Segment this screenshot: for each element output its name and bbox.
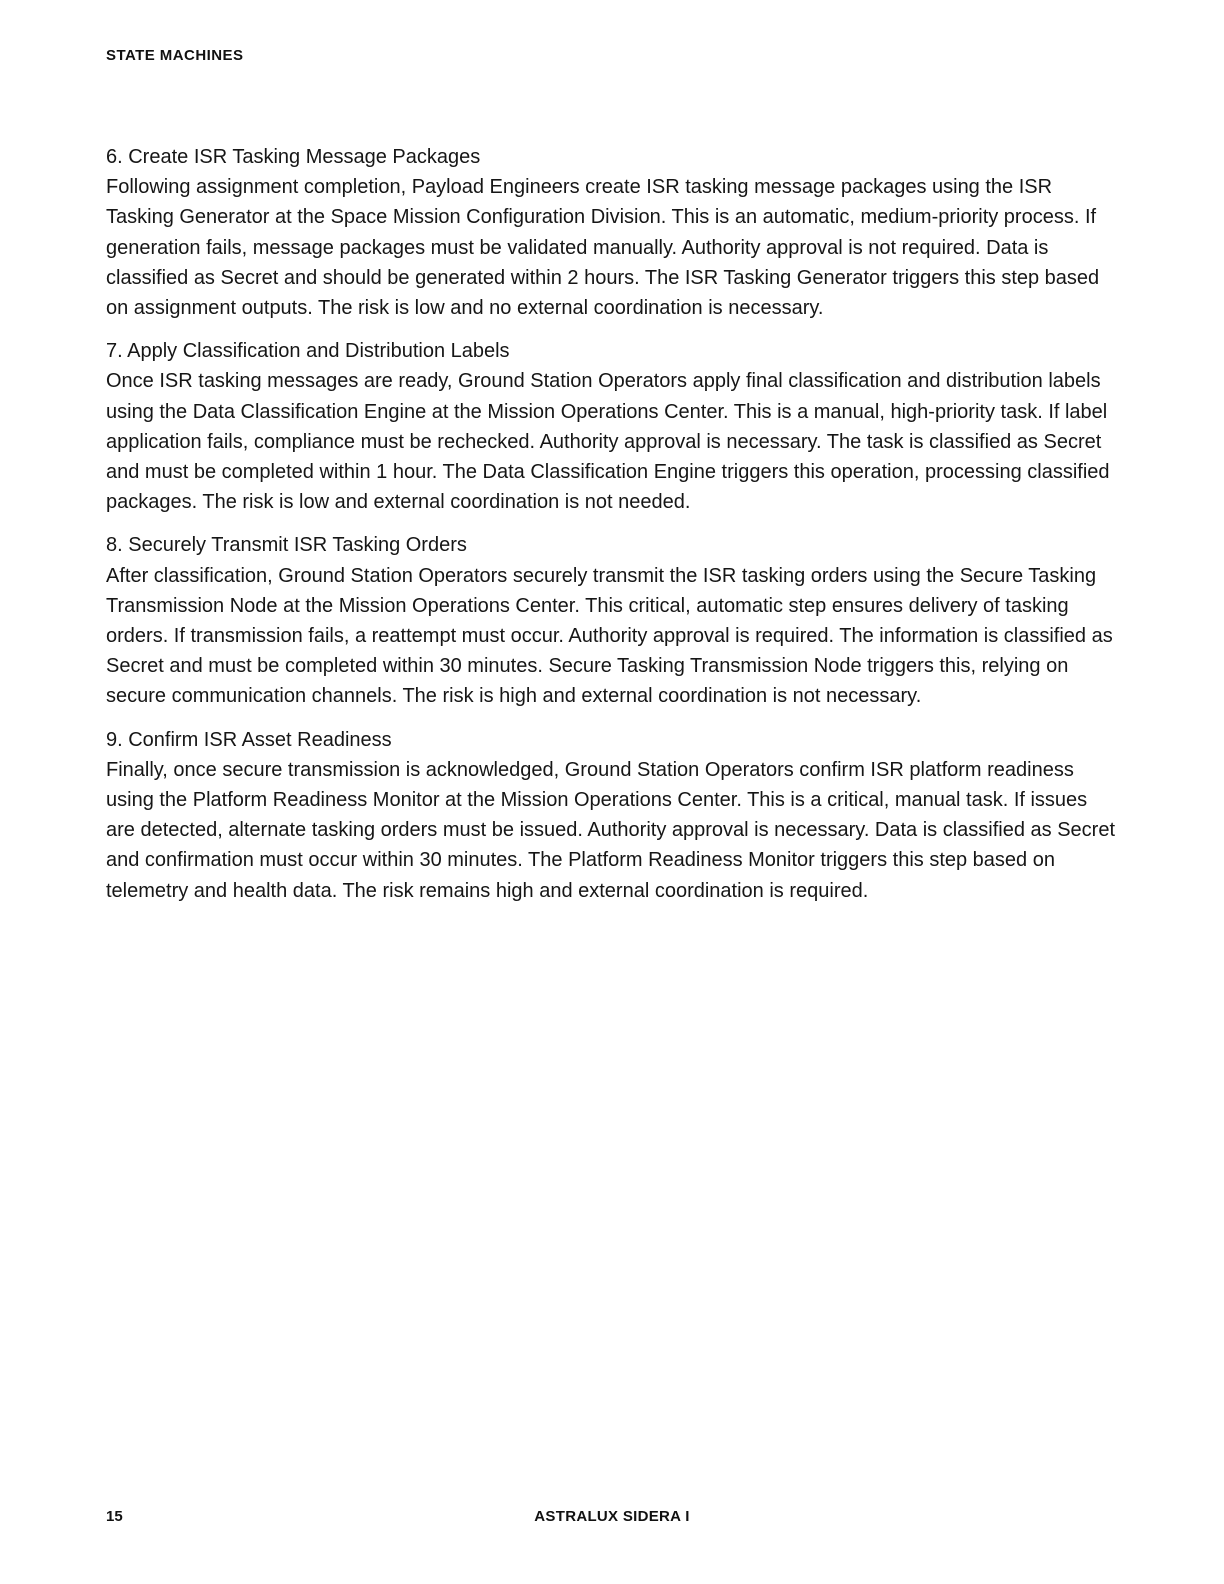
section-7-paragraph: Once ISR tasking messages are ready, Ground Station Operators apply final classification and distribution labels using the Data Classification Engine at the Mission Operations Center. This is a manual, high-priority task. If label application fails, compliance must be rechecked. Authority approval is necessary. The task is classified as Secret and must be completed within 1 hour. The Data Classification Engine triggers this operation, processing classified packages. The risk is low and external coordination is not needed. — [106, 370, 1110, 514]
section-6 — [106, 142, 1118, 323]
page-number: 15 — [106, 1508, 123, 1525]
section-7 — [106, 336, 1118, 517]
section-9-heading: 9. Confirm ISR Asset Readiness — [106, 728, 392, 751]
section-6-paragraph: Following assignment completion, Payload Engineers create ISR tasking message packages using the ISR Tasking Generator at the Space Mission Configuration Division. This is an automatic, medium-priority process. If generation fails, message packages must be validated manually. Authority approval is not required. Data is classified as Secret and should be generated within 2 hours. The ISR Tasking Generator triggers this step based on assignment outputs. The risk is low and no external coordination is necessary. — [106, 176, 1100, 320]
section-8-paragraph: After classification, Ground Station Operators securely transmit the ISR tasking orders using the Secure Tasking Transmission Node at the Mission Operations Center. This critical, automatic step ensures delivery of tasking orders. If transmission fails, a reattempt must occur. Authority approval is required. The information is classified as Secret and must be completed within 30 minutes. Secure Tasking Transmission Node triggers this, relying on secure communication channels. The risk is high and external coordination is not necessary. — [106, 564, 1113, 708]
section-6-heading: 6. Create ISR Tasking Message Packages — [106, 146, 481, 168]
document-body — [106, 142, 1118, 919]
document-title: ASTRALUX SIDERA I — [534, 1508, 690, 1525]
section-8-heading: 8. Securely Transmit ISR Tasking Orders — [106, 534, 467, 557]
section-8 — [106, 530, 1118, 711]
section-9 — [106, 725, 1118, 906]
page-footer — [0, 1508, 1224, 1532]
section-9-paragraph: Finally, once secure transmission is acknowledged, Ground Station Operators confirm ISR platform readiness using the Platform Readiness Monitor at the Mission Operations Center. This is a critical, manual task. If issues are detected, alternate tasking orders must be issued. Authority approval is necessary. Data is classified as Secret and confirmation must occur within 30 minutes. The Platform Readiness Monitor triggers this step based on telemetry and health data. The risk remains high and external coordination is required. — [106, 758, 1116, 902]
section-7-heading: 7. Apply Classification and Distribution Labels — [106, 340, 510, 363]
running-header: STATE MACHINES — [106, 47, 244, 64]
